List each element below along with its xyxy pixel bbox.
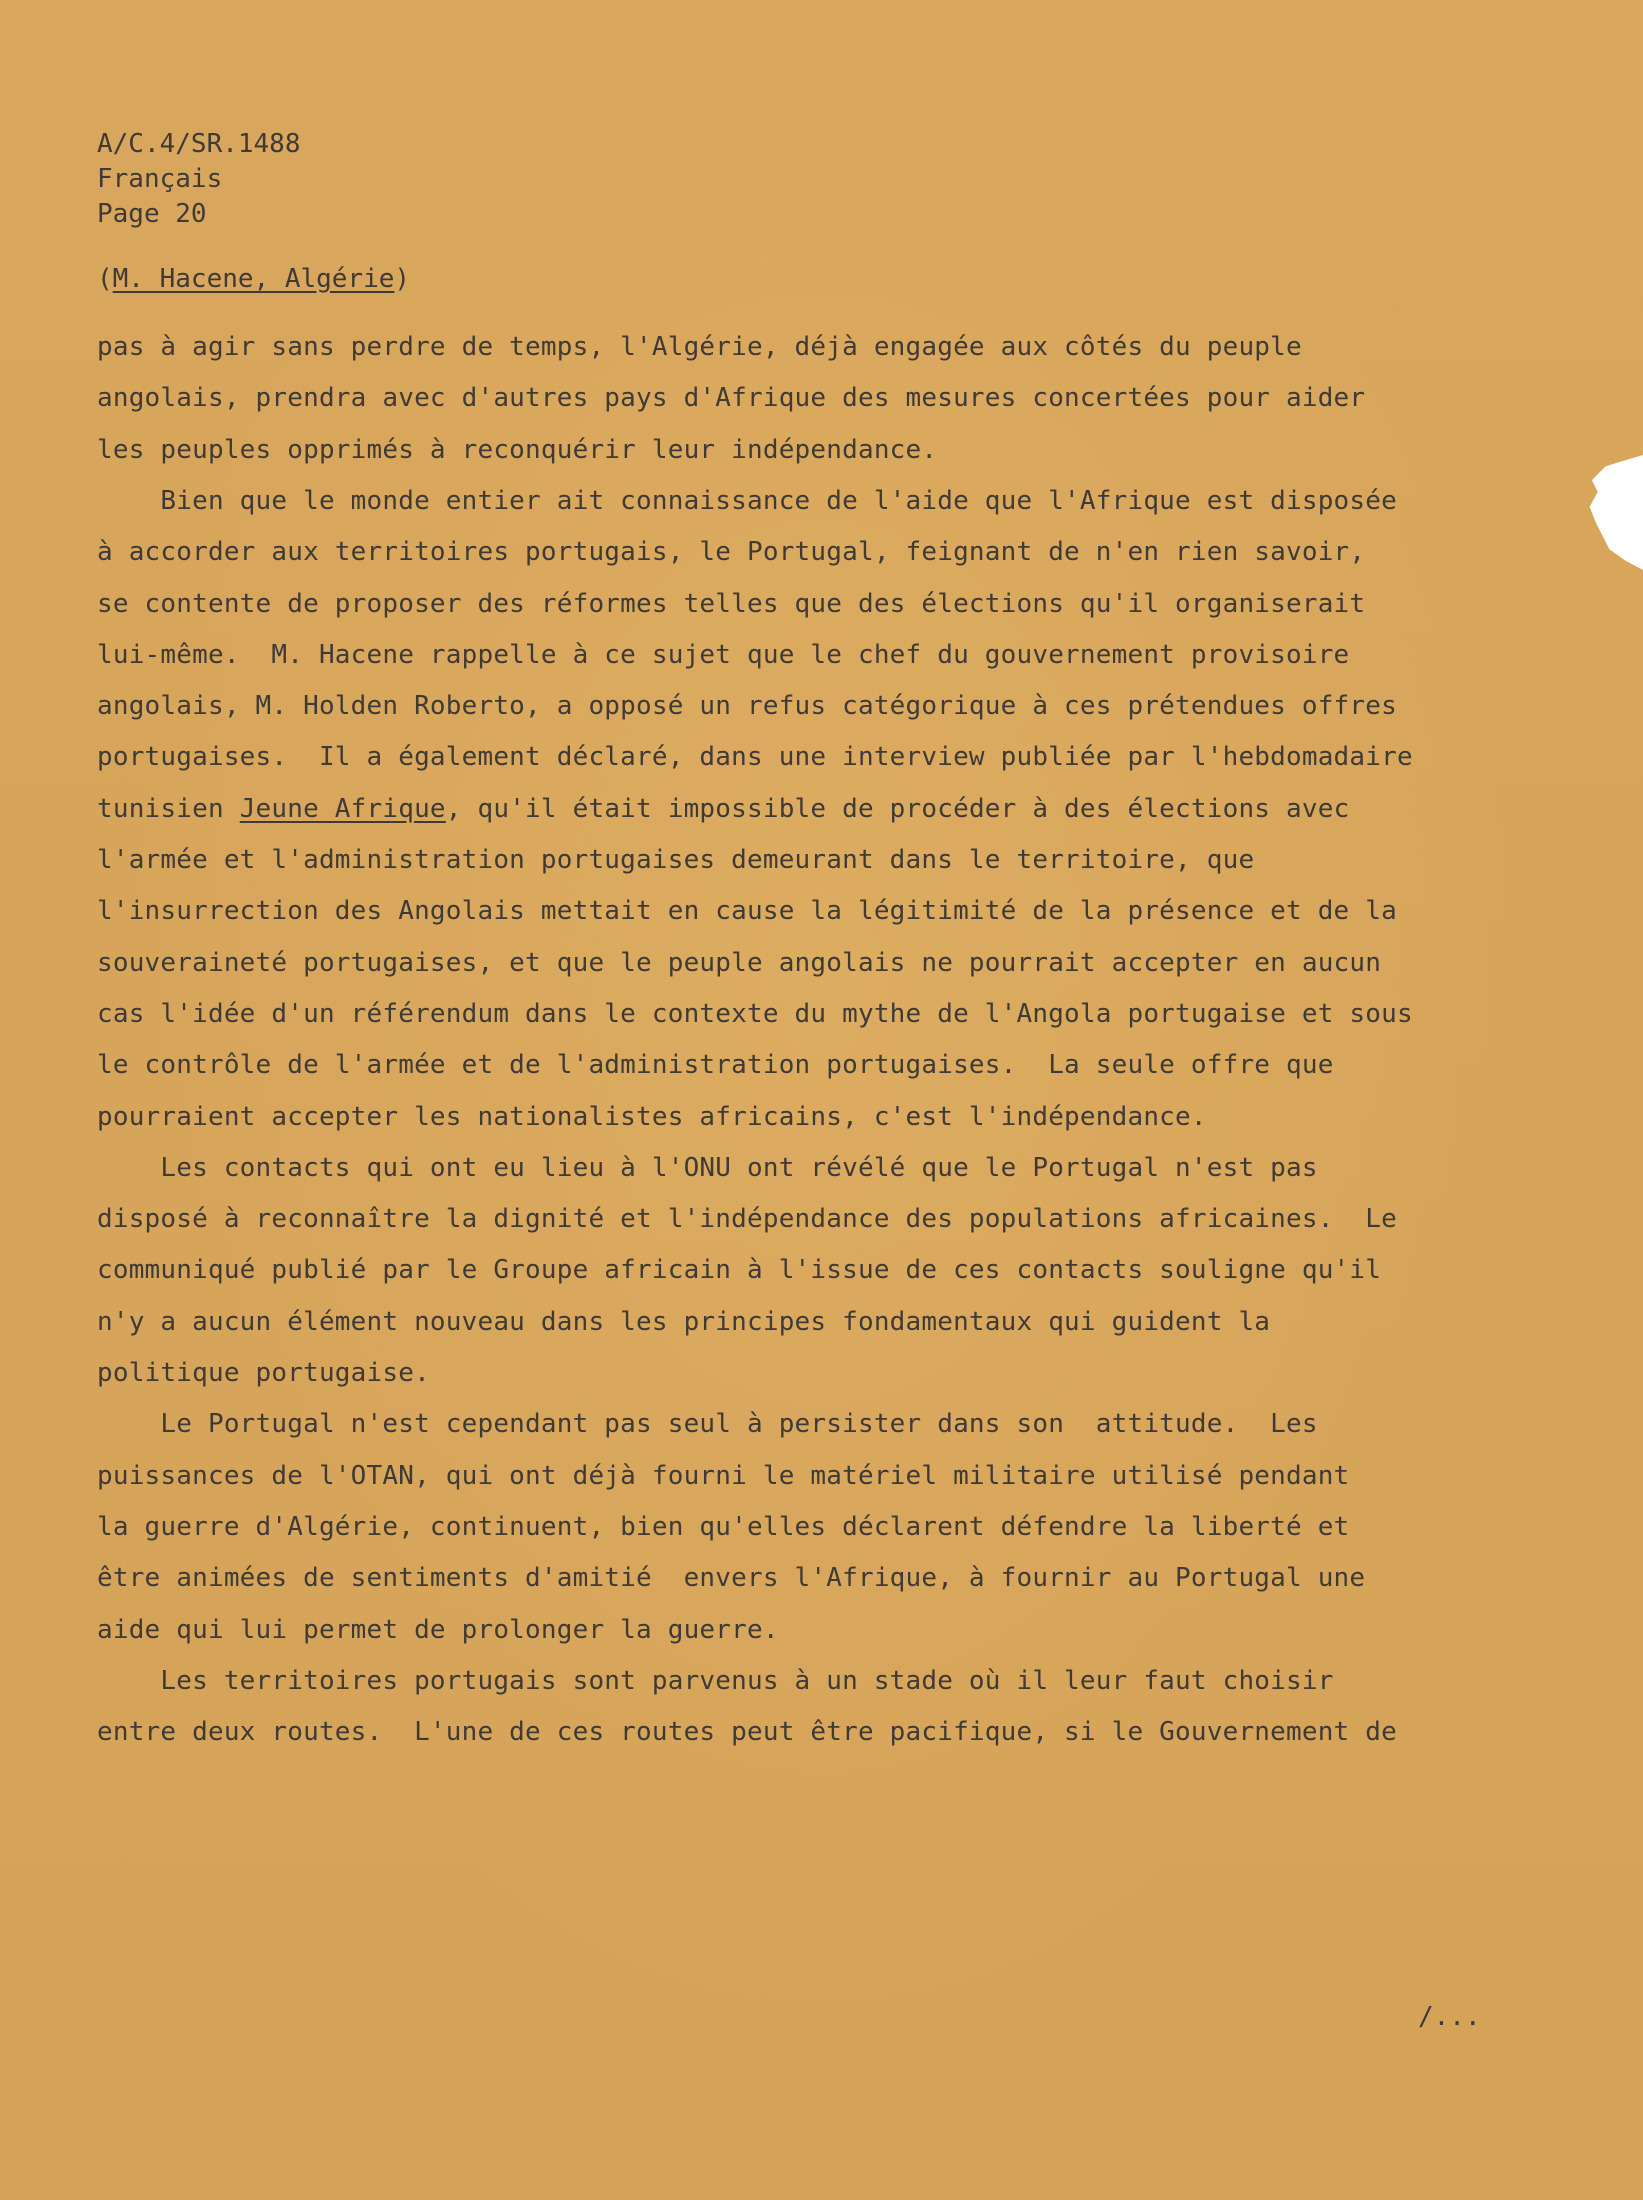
text-segment: Bien que le monde entier ait connaissance de l'aide que l'Afrique est disposée [97,485,1397,516]
text-segment: disposé à reconnaître la dignité et l'indépendance des populations africaines. Le [97,1204,1397,1235]
text-segment: la guerre d'Algérie, continuent, bien qu'elles déclarent défendre la liberté et [97,1511,1350,1542]
text-line [97,1151,1318,1185]
text-segment: le contrôle de l'armée et de l'administration portugaises. La seule offre que [97,1050,1334,1081]
text-segment: l'armée et l'administration portugaises demeurant dans le territoire, que [97,845,1255,875]
text-segment: Les contacts qui ont eu lieu à l'ONU ont révélé que le Portugal n'est pas [97,1152,1318,1183]
text-line [97,330,1302,364]
text-line [97,381,1365,415]
document-language: Français [97,164,223,194]
speaker-open-paren: ( [97,264,113,294]
text-line [97,689,1397,723]
text-line [97,1561,1365,1595]
text-segment: souveraineté portugaises, et que le peuple angolais ne pourrait accepter en aucun [97,947,1382,978]
text-segment: Le Portugal n'est cependant pas seul à persister dans son attitude. Les [97,1409,1318,1440]
speaker-attribution [97,262,410,296]
text-line [97,1356,430,1390]
text-line [97,587,1365,621]
text-segment: cas l'idée d'un référendum dans le contexte du mythe de l'Angola portugaise et sous [97,998,1413,1029]
text-line [97,997,1413,1031]
text-segment: politique portugaise. [97,1358,430,1388]
text-line [97,638,1349,672]
text-segment: communiqué publié par le Groupe africain à l'issue de ces contacts souligne qu'il [97,1255,1382,1286]
text-line [97,433,937,467]
text-segment: , qu'il était impossible de procéder à des élections avec [445,793,1350,824]
text-line [97,1048,1334,1082]
document-header [97,127,301,232]
text-segment: n'y a aucun élément nouveau dans les principes fondamentaux qui guident la [97,1306,1271,1337]
text-segment: angolais, prendra avec d'autres pays d'Afrique des mesures concertées pour aider [97,383,1366,414]
text-line [97,1715,1397,1749]
text-line [97,1459,1349,1493]
text-segment: à accorder aux territoires portugais, le Portugal, feignant de n'en rien savoir, [97,537,1366,568]
torn-paper-edge [1585,455,1643,570]
text-line [97,1100,1207,1134]
text-line [97,740,1413,774]
speaker-close-paren: ) [394,264,411,294]
text-line [97,792,1349,826]
speaker-name: M. Hacene, Algérie [112,264,395,294]
text-segment: pourraient accepter les nationalistes africains, c'est l'indépendance. [97,1101,1207,1132]
text-segment: entre deux routes. L'une de ces routes peut être pacifique, si le Gouvernement de [97,1717,1397,1748]
text-line [97,1253,1381,1287]
text-line [97,535,1365,569]
text-segment: Les territoires portugais sont parvenus à un stade où il leur faut choisir [97,1665,1334,1696]
text-segment: être animées de sentiments d'amitié envers l'Afrique, à fournir au Portugal une [97,1563,1366,1594]
text-line [97,1510,1349,1544]
text-segment: angolais, M. Holden Roberto, a opposé un refus catégorique à ces prétendues offres [97,691,1397,722]
continuation-mark: /... [1418,2002,1481,2032]
text-line [97,1305,1270,1339]
text-line [97,894,1397,928]
text-line [97,946,1381,980]
text-segment: aide qui lui permet de prolonger la guerre. [97,1614,779,1645]
text-line [97,1202,1397,1236]
text-line [97,1407,1318,1441]
text-segment: l'insurrection des Angolais mettait en cause la légitimité de la présence et de la [97,896,1397,927]
text-line [97,843,1254,877]
text-line [97,484,1397,518]
text-segment: tunisien [97,793,240,824]
document-symbol: A/C.4/SR.1488 [97,129,301,159]
publication-title: Jeune Afrique [239,793,446,824]
text-segment: les peuples opprimés à reconquérir leur indépendance. [97,434,938,465]
page-number: Page 20 [97,199,207,229]
text-line [97,1613,779,1647]
text-segment: pas à agir sans perdre de temps, l'Algérie, déjà engagée aux côtés du peuple [97,332,1302,362]
text-segment: portugaises. Il a également déclaré, dans une interview publiée par l'hebdomadaire [97,742,1413,773]
text-segment: lui-même. M. Hacene rappelle à ce sujet que le chef du gouvernement provisoire [97,639,1350,670]
text-segment: puissances de l'OTAN, qui ont déjà fourni le matériel militaire utilisé pendant [97,1460,1350,1491]
text-segment: se contente de proposer des réformes telles que des élections qu'il organiserait [97,588,1366,619]
text-line [97,1664,1334,1698]
